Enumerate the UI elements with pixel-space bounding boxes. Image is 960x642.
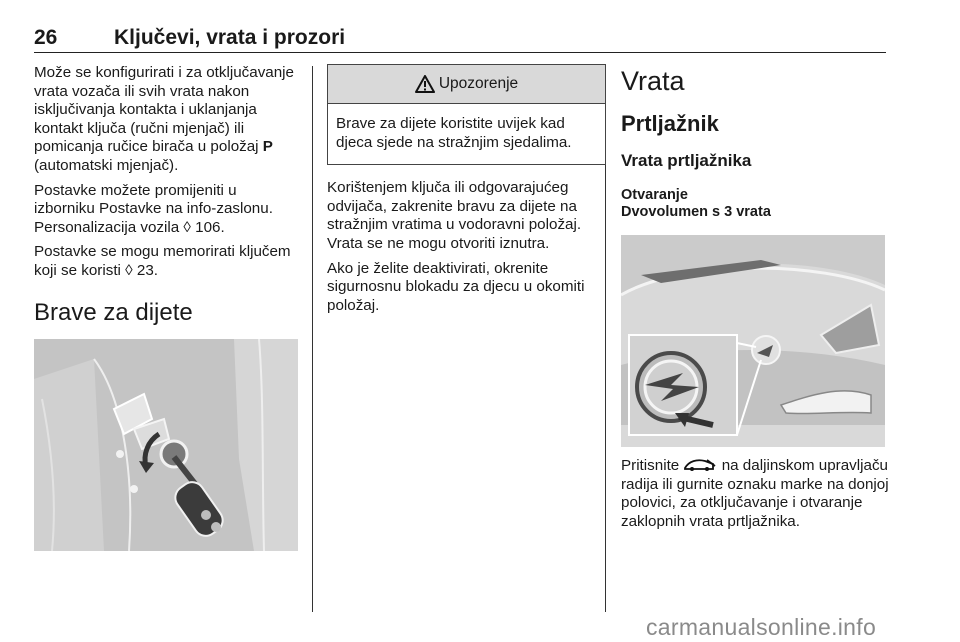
paragraph: Korištenjem ključa ili odgovarajućeg odvijača, zakrenite bravu za dijete na stražnjim vratima u vodoravni položaj. Vrata se ne mogu otvoriti iznutra. <box>327 179 582 252</box>
chapter-title: Ključevi, vrata i prozori <box>114 26 346 49</box>
right-column <box>621 64 889 537</box>
section-heading: Brave za dijete <box>34 298 193 326</box>
warning-header <box>328 65 605 104</box>
paragraph: Može se konfigurirati i za otključavanje vrata vozača ili svih vrata nakon isključivanja kontakta i uklanjanja kontakt ključa (ručni mjenjač) ili pomicanja ručice birača u položaj P (automatski mjenjač). <box>34 64 294 174</box>
page-number: 26 <box>34 26 58 49</box>
column-divider <box>312 66 313 612</box>
page-ref-link[interactable]: 23. <box>136 261 159 279</box>
paragraph: Postavke se mogu memorirati ključem koji se koristi ◊ 23. <box>34 243 291 279</box>
subsection-heading: Vrata prtljažnika <box>621 151 752 170</box>
page-ref-icon: ◊ <box>125 261 137 279</box>
gear-position-p: P <box>262 138 273 156</box>
warning-text: Brave za dijete koristite uvijek kad djeca sjede na stražnjim sjedalima. <box>336 115 572 151</box>
paragraph: Postavke možete promijeniti u izborniku Postavke na info-zaslonu. Personalizacija vozila ◊ 106. <box>34 181 273 236</box>
paragraph: Ako je želite deaktivirati, okrenite sigurnosnu blokadu za djecu u okomiti položaj. <box>327 259 585 314</box>
chapter-heading: Vrata <box>621 66 685 96</box>
watermark: carmanualsonline.info <box>646 614 877 640</box>
page-header <box>34 20 886 53</box>
page-ref-icon: ◊ <box>183 218 196 236</box>
warning-title: Upozorenje <box>438 75 519 92</box>
subheading-opening: Otvaranje <box>621 187 688 203</box>
page-ref-link[interactable]: 106. <box>195 218 225 236</box>
child-lock-illustration <box>34 339 298 551</box>
subheading-body-type: Dvovolumen s 3 vrata <box>621 204 771 220</box>
warning-box <box>327 64 606 165</box>
warning-icon <box>415 75 435 93</box>
middle-column <box>327 64 593 321</box>
section-heading: Prtljažnik <box>621 111 719 136</box>
paragraph: Pritisnite na daljinskom upravljaču radija ili gurnite oznaku marke na donjoj polovici, za otključavanje i otvaranje zaklopnih vrata prtljažnika. <box>621 457 889 530</box>
tailgate-button-icon <box>683 458 717 472</box>
left-column <box>34 64 300 551</box>
tailgate-illustration <box>621 235 885 447</box>
